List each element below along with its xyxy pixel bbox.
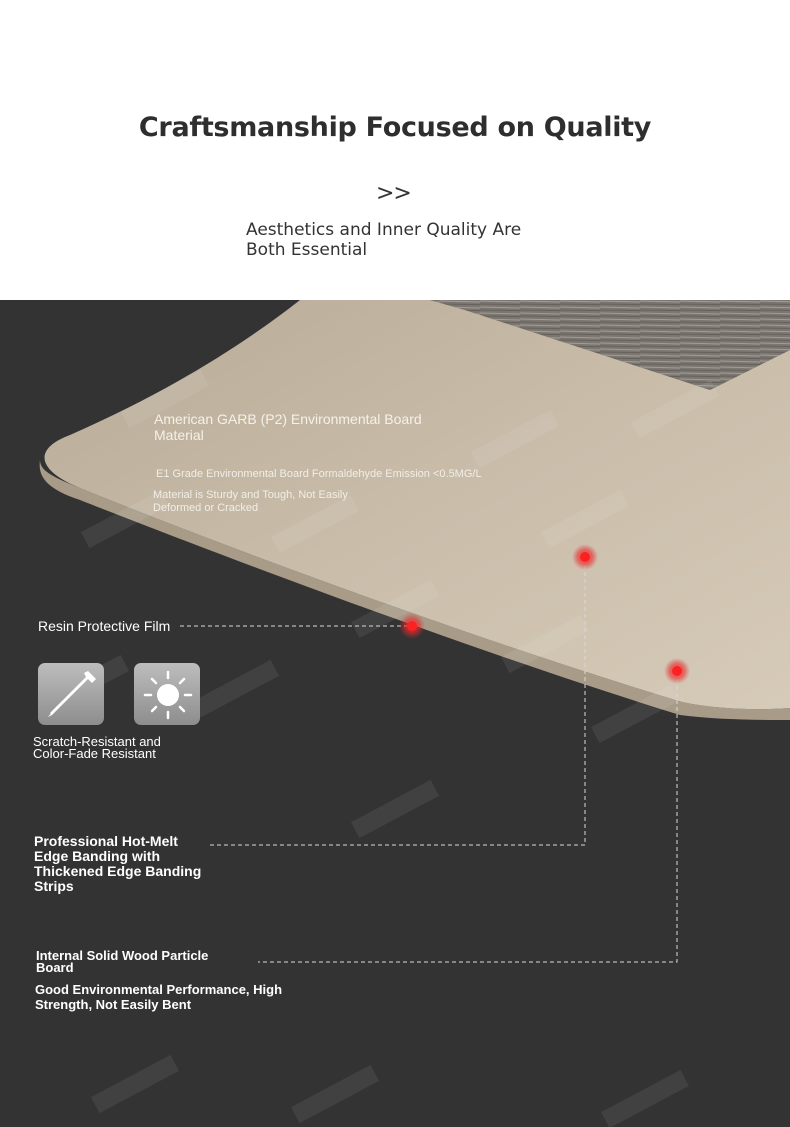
board-durability-note: Material is Sturdy and Tough, Not Easily Deformed or Cracked: [153, 489, 348, 514]
resistance-label: Scratch-Resistant and Color-Fade Resistant: [33, 734, 161, 761]
sun-icon: [134, 663, 200, 725]
page-subtitle: Aesthetics and Inner Quality Are Both Essential: [246, 220, 522, 260]
core-board-description: Good Environmental Performance, High Strength, Not Easily Bent: [35, 982, 283, 1012]
product-feature-panel: [0, 300, 790, 1127]
arrow-glyph: >>: [376, 181, 411, 206]
header-section: [0, 0, 790, 300]
board-material-title: American GARB (P2) Environmental Board Material: [154, 411, 422, 443]
page-title: Craftsmanship Focused on Quality: [138, 112, 652, 143]
board-emission-note: E1 Grade Environmental Board Formaldehyde Emission <0.5MG/L: [156, 468, 482, 480]
core-board-title: Internal Solid Wood Particle Board: [36, 948, 209, 975]
edge-banding-label: Professional Hot-Melt Edge Banding with Thickened Edge Banding Strips: [34, 833, 202, 894]
resin-film-label: Resin Protective Film: [38, 618, 171, 634]
pen-nib-icon: [38, 663, 104, 725]
